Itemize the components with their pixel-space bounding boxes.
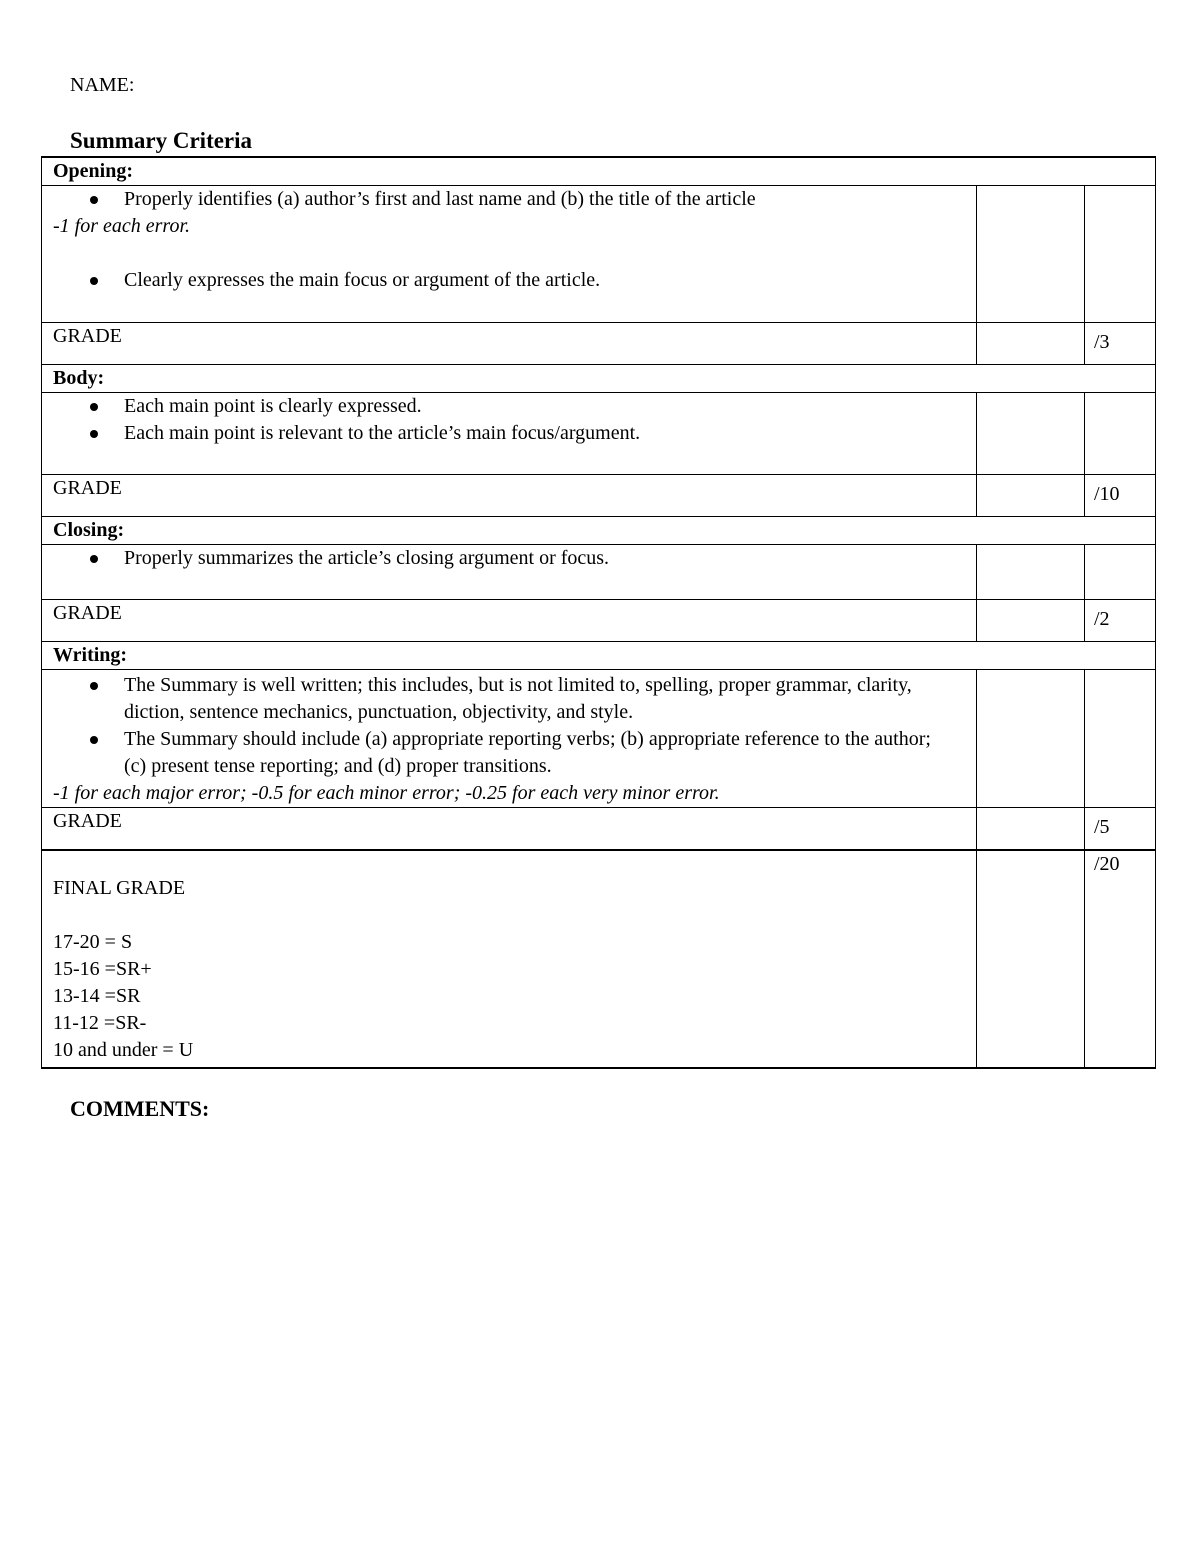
- opening-criterion-1: Properly identifies (a) author’s first and last name and (b) the title of the article: [124, 186, 976, 213]
- writing-criterion-2: The Summary should include (a) appropriate reporting verbs; (b) appropriate reference to the author; (c) present tense reporting; and (d) proper transitions.: [124, 726, 948, 780]
- opening-points-cell[interactable]: [1085, 186, 1156, 323]
- closing-mark-cell[interactable]: [977, 545, 1085, 600]
- opening-grade-label: GRADE: [42, 323, 977, 365]
- body-criteria-row: [42, 393, 1156, 475]
- opening-max-score: /3: [1085, 323, 1156, 365]
- body-grade-row: [42, 475, 1156, 517]
- opening-grade-input[interactable]: [977, 323, 1085, 365]
- body-max-score: /10: [1085, 475, 1156, 517]
- closing-points-cell[interactable]: [1085, 545, 1156, 600]
- opening-criterion-2: Clearly expresses the main focus or argument of the article.: [124, 267, 976, 294]
- opening-deduction-note: -1 for each error.: [53, 215, 191, 237]
- body-criteria: [42, 393, 977, 475]
- body-criterion-2: Each main point is relevant to the article’s main focus/argument.: [124, 420, 976, 447]
- opening-mark-cell[interactable]: [977, 186, 1085, 323]
- final-max-score: /20: [1085, 850, 1156, 1068]
- writing-points-cell[interactable]: [1085, 670, 1156, 808]
- writing-criteria: [42, 670, 977, 808]
- body-criterion-1: Each main point is clearly expressed.: [124, 393, 976, 420]
- writing-deduction-note: -1 for each major error; -0.5 for each minor error; -0.25 for each very minor error.: [53, 782, 720, 804]
- opening-criteria-row: [42, 186, 1156, 323]
- grade-scale-item: 11-12 =SR-: [53, 1012, 147, 1034]
- writing-heading: Writing:: [42, 642, 1156, 670]
- comments-label: COMMENTS:: [70, 1096, 210, 1121]
- closing-heading-row: [42, 517, 1156, 545]
- closing-criterion-1: Properly summarizes the article’s closing argument or focus.: [124, 545, 976, 572]
- writing-grade-row: [42, 808, 1156, 851]
- closing-criteria-row: [42, 545, 1156, 600]
- grade-scale-item: 13-14 =SR: [53, 985, 141, 1007]
- writing-max-score: /5: [1085, 808, 1156, 851]
- writing-criteria-row: [42, 670, 1156, 808]
- opening-heading-row: [42, 157, 1156, 186]
- grade-scale-item: 17-20 = S: [53, 931, 133, 953]
- body-grade-label: GRADE: [42, 475, 977, 517]
- opening-heading: Opening:: [42, 157, 1156, 186]
- closing-max-score: /2: [1085, 600, 1156, 642]
- closing-grade-label: GRADE: [42, 600, 977, 642]
- body-points-cell[interactable]: [1085, 393, 1156, 475]
- name-label: NAME:: [70, 74, 135, 96]
- document-title: Summary Criteria: [70, 128, 253, 153]
- writing-grade-label: GRADE: [42, 808, 977, 851]
- body-heading: Body:: [42, 365, 1156, 393]
- opening-grade-row: [42, 323, 1156, 365]
- final-grade-cell: [42, 850, 977, 1068]
- closing-grade-row: [42, 600, 1156, 642]
- closing-criteria: [42, 545, 977, 600]
- final-grade-label: FINAL GRADE: [53, 877, 186, 899]
- final-grade-input[interactable]: [977, 850, 1085, 1068]
- writing-grade-input[interactable]: [977, 808, 1085, 851]
- writing-mark-cell[interactable]: [977, 670, 1085, 808]
- body-mark-cell[interactable]: [977, 393, 1085, 475]
- writing-heading-row: [42, 642, 1156, 670]
- body-grade-input[interactable]: [977, 475, 1085, 517]
- body-heading-row: [42, 365, 1156, 393]
- final-grade-row: [42, 850, 1156, 1068]
- opening-criteria: [42, 186, 977, 323]
- grade-scale-item: 10 and under = U: [53, 1039, 194, 1061]
- rubric-table: [41, 156, 1156, 1069]
- closing-grade-input[interactable]: [977, 600, 1085, 642]
- closing-heading: Closing:: [42, 517, 1156, 545]
- grade-scale-item: 15-16 =SR+: [53, 958, 152, 980]
- writing-criterion-1: The Summary is well written; this includes, but is not limited to, spelling, proper grammar, clarity, diction, sentence mechanics, punctuation, objectivity, and style.: [124, 672, 948, 726]
